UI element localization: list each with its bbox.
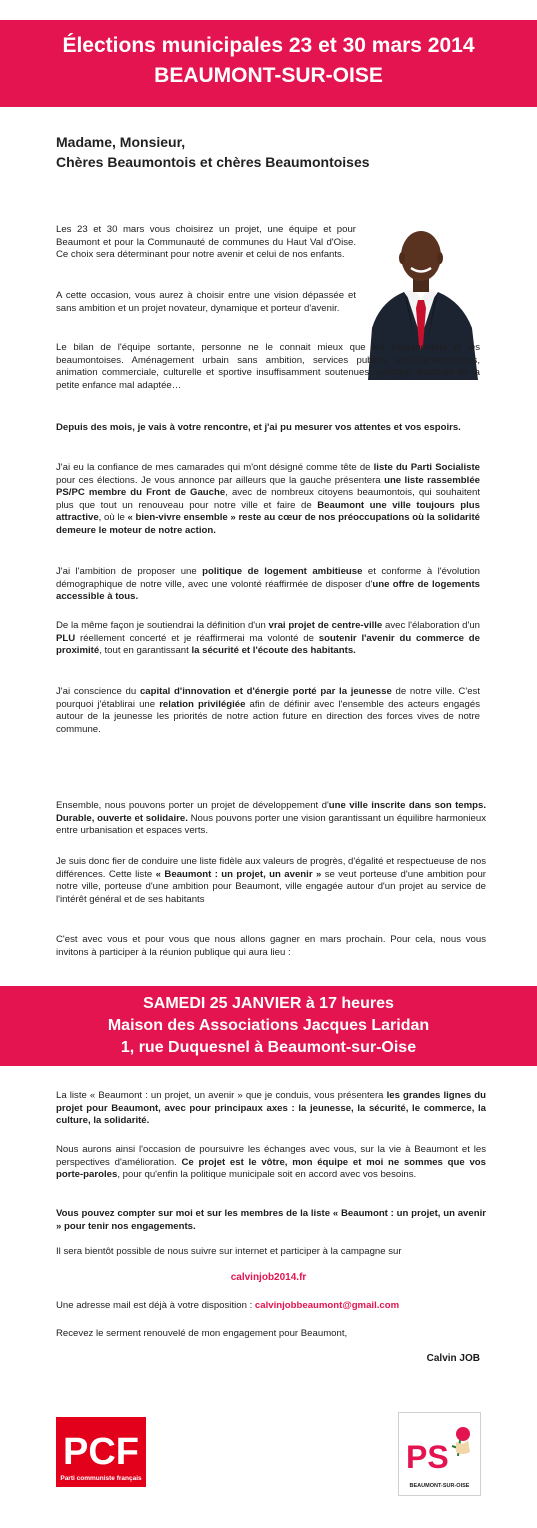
- pcf-logo: [56, 1417, 146, 1487]
- bold-span: Ce projet est le vôtre, mon équipe et moi ne sommes que vos porte-paroles: [56, 1156, 487, 1181]
- bold-span: « bien-vivre ensemble » reste au cœur de nos préoccupations où la solidarité demeure le moteur de notre action.: [56, 512, 480, 536]
- paragraph-9: [56, 800, 486, 838]
- election-title: Élections municipales 23 et 30 mars 2014: [62, 34, 475, 57]
- text-span: De la même façon je soutiendrai la définition d'un: [56, 620, 269, 631]
- text-span: réellement concerté et je réaffirmerai ma volonté de: [75, 632, 319, 644]
- bold-span: la sécurité et l'écoute des habitants.: [191, 645, 356, 657]
- closing-6: Recevez le serment renouvelé de mon engagement pour Beaumont,: [56, 1328, 348, 1339]
- text-span: J'ai conscience du: [56, 686, 140, 697]
- event-banner: [0, 986, 537, 1066]
- ps-logo-text: PS: [406, 1439, 449, 1475]
- text-span: Nous pouvons porter une vision garantissant un équilibre harmonieux entre urbanisation et espaces verts.: [56, 812, 486, 837]
- bold-span: une ville inscrite dans son temps. Durable, ouverte et solidaire.: [56, 800, 486, 824]
- header-banner: [0, 20, 537, 107]
- bold-span: vrai projet de centre-ville: [268, 620, 383, 631]
- bold-span: soutenir l'avenir du commerce de proximité: [56, 632, 480, 657]
- event-date: SAMEDI 25 JANVIER à 17 heures: [143, 995, 394, 1012]
- rose-icon: [456, 1427, 470, 1441]
- bold-span: « Beaumont : un projet, un avenir »: [155, 868, 322, 880]
- ps-logo-subtitle: BEAUMONT-SUR-OISE: [409, 1483, 470, 1489]
- pcf-logo-text: PCF: [63, 1431, 139, 1473]
- text-span: de notre ville. C'est pourquoi j'établirai une: [56, 686, 480, 710]
- town-name: BEAUMONT-SUR-OISE: [154, 64, 383, 87]
- paragraph-7: [56, 620, 480, 658]
- bold-span: les grandes lignes du projet pour Beaumont, avec pour principaux axes : la jeunesse, la sécurité, le commerce, la culture, la solidarité.: [56, 1090, 486, 1127]
- signature: Calvin JOB: [426, 1353, 480, 1364]
- closing-3: Vous pouvez compter sur moi et sur les membres de la liste « Beaumont : un projet, un avenir » pour tenir nos engagements.: [56, 1208, 486, 1232]
- bold-span: une offre de logements accessible à tous.: [56, 578, 480, 603]
- bold-span: relation privilégiée: [159, 698, 246, 710]
- text-span: Une adresse mail est déjà à votre disposition :: [56, 1300, 255, 1311]
- text-span: J'ai eu la confiance de mes camarades qui m'ont désigné comme tête de: [56, 462, 374, 473]
- paragraph-1: Les 23 et 30 mars vous choisirez un projet, une équipe et pour Beaumont et pour la Communauté de communes du Haut Val d'Oise. Ce choix sera déterminant pour notre avenir et celui de nos enfants.: [56, 224, 356, 261]
- text-span: avec l'élaboration d'un: [382, 620, 481, 631]
- paragraph-6: [56, 566, 480, 604]
- event-venue: Maison des Associations Jacques Laridan: [107, 1017, 430, 1034]
- email-link[interactable]: calvinjobbeaumont@gmail.com: [254, 1300, 400, 1311]
- paragraph-3-text: Le bilan de l'équipe sortante, personne ne le connait mieux que les beaumontois et les beaumontoises. Aménagement urbain sans ambition, services publics sous-dimensionnés, animation commerciale, culturelle et sportive insuffisamment soutenues, politique d'accueil de la petite enfance mal adaptée…: [56, 342, 480, 391]
- paragraph-8: [56, 686, 480, 736]
- closing-4: Il sera bientôt possible de nous suivre sur internet et participer à la campagne sur: [56, 1246, 402, 1257]
- website-link[interactable]: calvinjob2014.fr: [230, 1272, 307, 1283]
- bold-span: politique de logement ambitieuse: [202, 566, 363, 577]
- closing-5: [56, 1300, 486, 1313]
- closing-1: [56, 1090, 486, 1128]
- paragraph-11: C'est avec vous et pour vous que nous allons gagner en mars prochain. Pour cela, nous vous invitons à participer à la réunion publique qui aura lieu :: [56, 934, 486, 958]
- ps-logo: [398, 1412, 481, 1496]
- pcf-logo-subtitle: Parti communiste français: [60, 1475, 142, 1482]
- text-span: , tout en garantissant: [99, 645, 192, 657]
- bold-span: liste du Parti Socialiste: [373, 462, 480, 473]
- paragraph-5: [56, 462, 480, 538]
- text-span: et conforme à l'évolution démographique de notre ville, avec une volonté réaffirmée de disposer d': [56, 566, 480, 590]
- text-span: Ensemble, nous pouvons porter un projet de développement d': [56, 800, 329, 811]
- bold-span: une liste rassemblée PS/PC membre du Front de Gauche: [56, 474, 480, 499]
- text-span: , où le: [98, 512, 128, 524]
- text-span: pour ces élections. Je vous annonce par ailleurs que la gauche présentera: [56, 474, 385, 486]
- text-span: La liste « Beaumont : un projet, un avenir » que je conduis, vous présentera: [56, 1090, 387, 1101]
- greeting-line-2: Chères Beaumontois et chères Beaumontoises: [56, 154, 370, 170]
- text-span: Nous aurons ainsi l'occasion de poursuivre les échanges avec vous, sur la vie à Beaumont et les perspectives d'amélioration.: [56, 1144, 486, 1168]
- greeting: [56, 132, 370, 172]
- bold-span: PLU: [56, 632, 76, 644]
- text-span: se veut porteuse d'une ambition pour notre ville, porteuse d'une ambition pour Beaumont, ville engagée autour d'un projet au service de l'intérêt général et de ses habitants: [56, 868, 486, 905]
- paragraph-3: [56, 342, 480, 392]
- closing-2: [56, 1144, 486, 1182]
- text-span: J'ai l'ambition de proposer une: [56, 566, 203, 577]
- text-span: Je suis donc fier de conduire une liste fidèle aux valeurs de progrès, d'égalité et respectueuse de nos différences. Cette liste: [56, 856, 486, 880]
- paragraph-4: Depuis des mois, je vais à votre rencontre, et j'ai pu mesurer vos attentes et vos espoirs.: [56, 422, 461, 433]
- text-span: , pour qu'enfin la politique municipale soit en accord avec vos besoins.: [117, 1169, 417, 1181]
- bold-span: Beaumont une ville toujours plus attractive: [56, 499, 480, 524]
- event-address: 1, rue Duquesnel à Beaumont-sur-Oise: [120, 1039, 417, 1056]
- text-span: , avec de nombreux citoyens beaumontois, qui souhaitent plus que tout un renouveau pour notre ville et faire de: [56, 487, 480, 511]
- greeting-line-1: Madame, Monsieur,: [56, 134, 186, 150]
- paragraph-10: [56, 856, 486, 906]
- bold-span: capital d'innovation et d'énergie porté par la jeunesse: [139, 686, 392, 697]
- paragraph-2: A cette occasion, vous aurez à choisir entre une vision dépassée et sans ambition et un projet novateur, dynamique et porteur d'avenir.: [56, 290, 356, 314]
- text-span: afin de définir avec l'ensemble des acteurs engagés autour de la jeunesse les priorités de notre action future en direction des forces vives de notre commune.: [56, 698, 480, 735]
